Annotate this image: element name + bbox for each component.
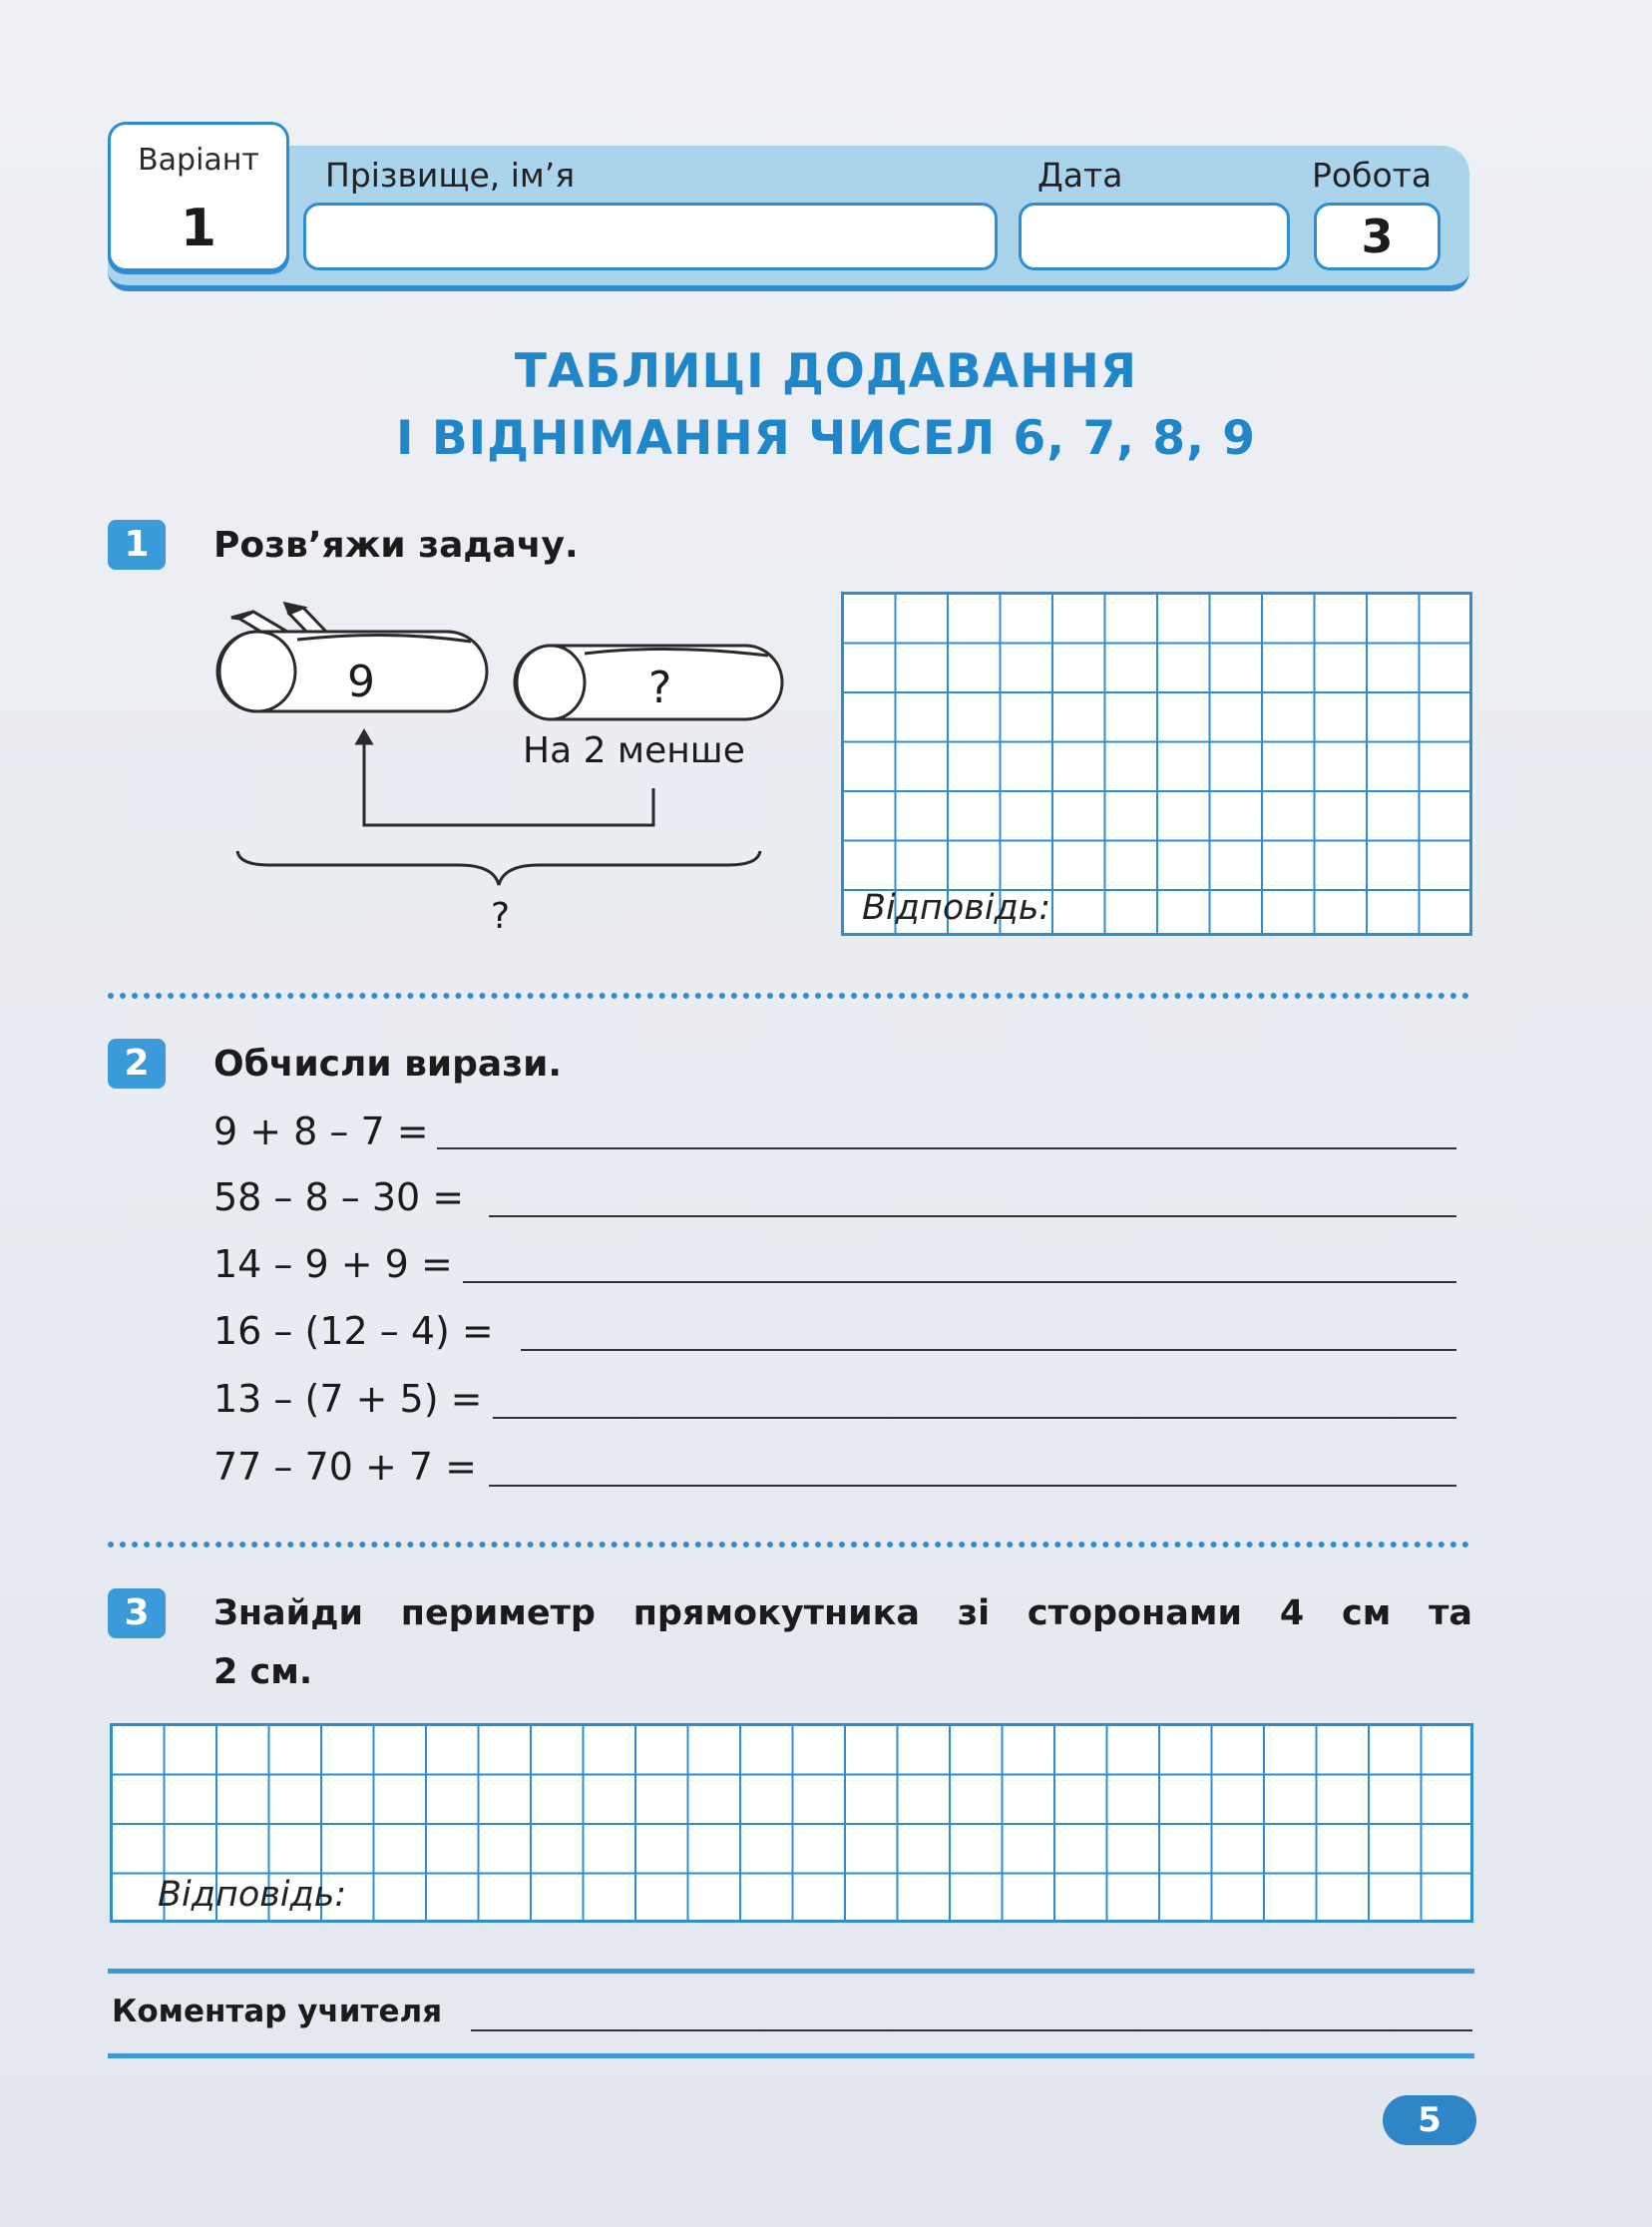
- total-label: ?: [491, 896, 511, 937]
- name-label: Прізвище, ім’я: [325, 156, 576, 195]
- date-label: Дата: [1037, 156, 1123, 195]
- expression-4: 16 – (12 – 4) =: [213, 1309, 494, 1353]
- task1-badge: 1: [108, 520, 166, 570]
- task1-answer-label: Відповідь:: [862, 888, 1051, 928]
- task1-title: Розв’яжи задачу.: [213, 525, 579, 566]
- page-number: 5: [1383, 2095, 1476, 2145]
- task2-title: Обчисли вирази.: [213, 1044, 563, 1085]
- variant-box: [108, 122, 289, 271]
- comparison-label: На 2 менше: [523, 730, 745, 771]
- name-field[interactable]: [303, 203, 998, 270]
- expression-2: 58 – 8 – 30 =: [213, 1175, 465, 1219]
- expression-5: 13 – (7 + 5) =: [213, 1377, 483, 1421]
- work-number-box: [1314, 203, 1441, 270]
- task3-badge: 3: [108, 1588, 166, 1638]
- answer-line-4[interactable]: [521, 1349, 1456, 1351]
- task1-answer-grid[interactable]: [841, 592, 1472, 936]
- answer-line-5[interactable]: [493, 1417, 1456, 1419]
- work-label: Робота: [1312, 156, 1433, 195]
- case2-value: ?: [648, 663, 672, 713]
- answer-line-1[interactable]: [437, 1147, 1456, 1149]
- task3-title-line1: Знайди периметр прямокутника зі сторонами 4 см та: [213, 1593, 1472, 1633]
- work-number: 3: [1361, 210, 1394, 263]
- task2-badge: 2: [108, 1039, 166, 1089]
- teacher-comment-label: Коментар учителя: [112, 1994, 443, 2029]
- answer-line-2[interactable]: [489, 1215, 1456, 1217]
- teacher-comment-line[interactable]: [471, 2029, 1472, 2031]
- comment-bottom-rule: [108, 2053, 1474, 2058]
- variant-label: Варіант: [138, 143, 259, 178]
- answer-line-3[interactable]: [463, 1281, 1456, 1283]
- variant-number: 1: [180, 199, 217, 258]
- task3-title-line2: 2 см.: [213, 1652, 313, 1692]
- separator-2: [108, 1542, 1469, 1548]
- page-title-line2: І ВІДНІМАННЯ ЧИСЕЛ 6, 7, 8, 9: [396, 411, 1256, 466]
- expression-3: 14 – 9 + 9 =: [213, 1242, 453, 1286]
- expression-1: 9 + 8 – 7 =: [213, 1110, 429, 1153]
- task3-answer-label: Відповідь:: [158, 1875, 347, 1915]
- answer-line-6[interactable]: [489, 1485, 1456, 1487]
- comment-top-rule: [108, 1969, 1474, 1974]
- page-title-line1: ТАБЛИЦІ ДОДАВАННЯ: [514, 344, 1138, 399]
- separator-1: [108, 993, 1469, 999]
- total-brace-icon: [237, 851, 760, 885]
- case1-value: 9: [347, 657, 375, 707]
- expression-6: 77 – 70 + 7 =: [213, 1445, 477, 1489]
- date-field[interactable]: [1019, 203, 1290, 270]
